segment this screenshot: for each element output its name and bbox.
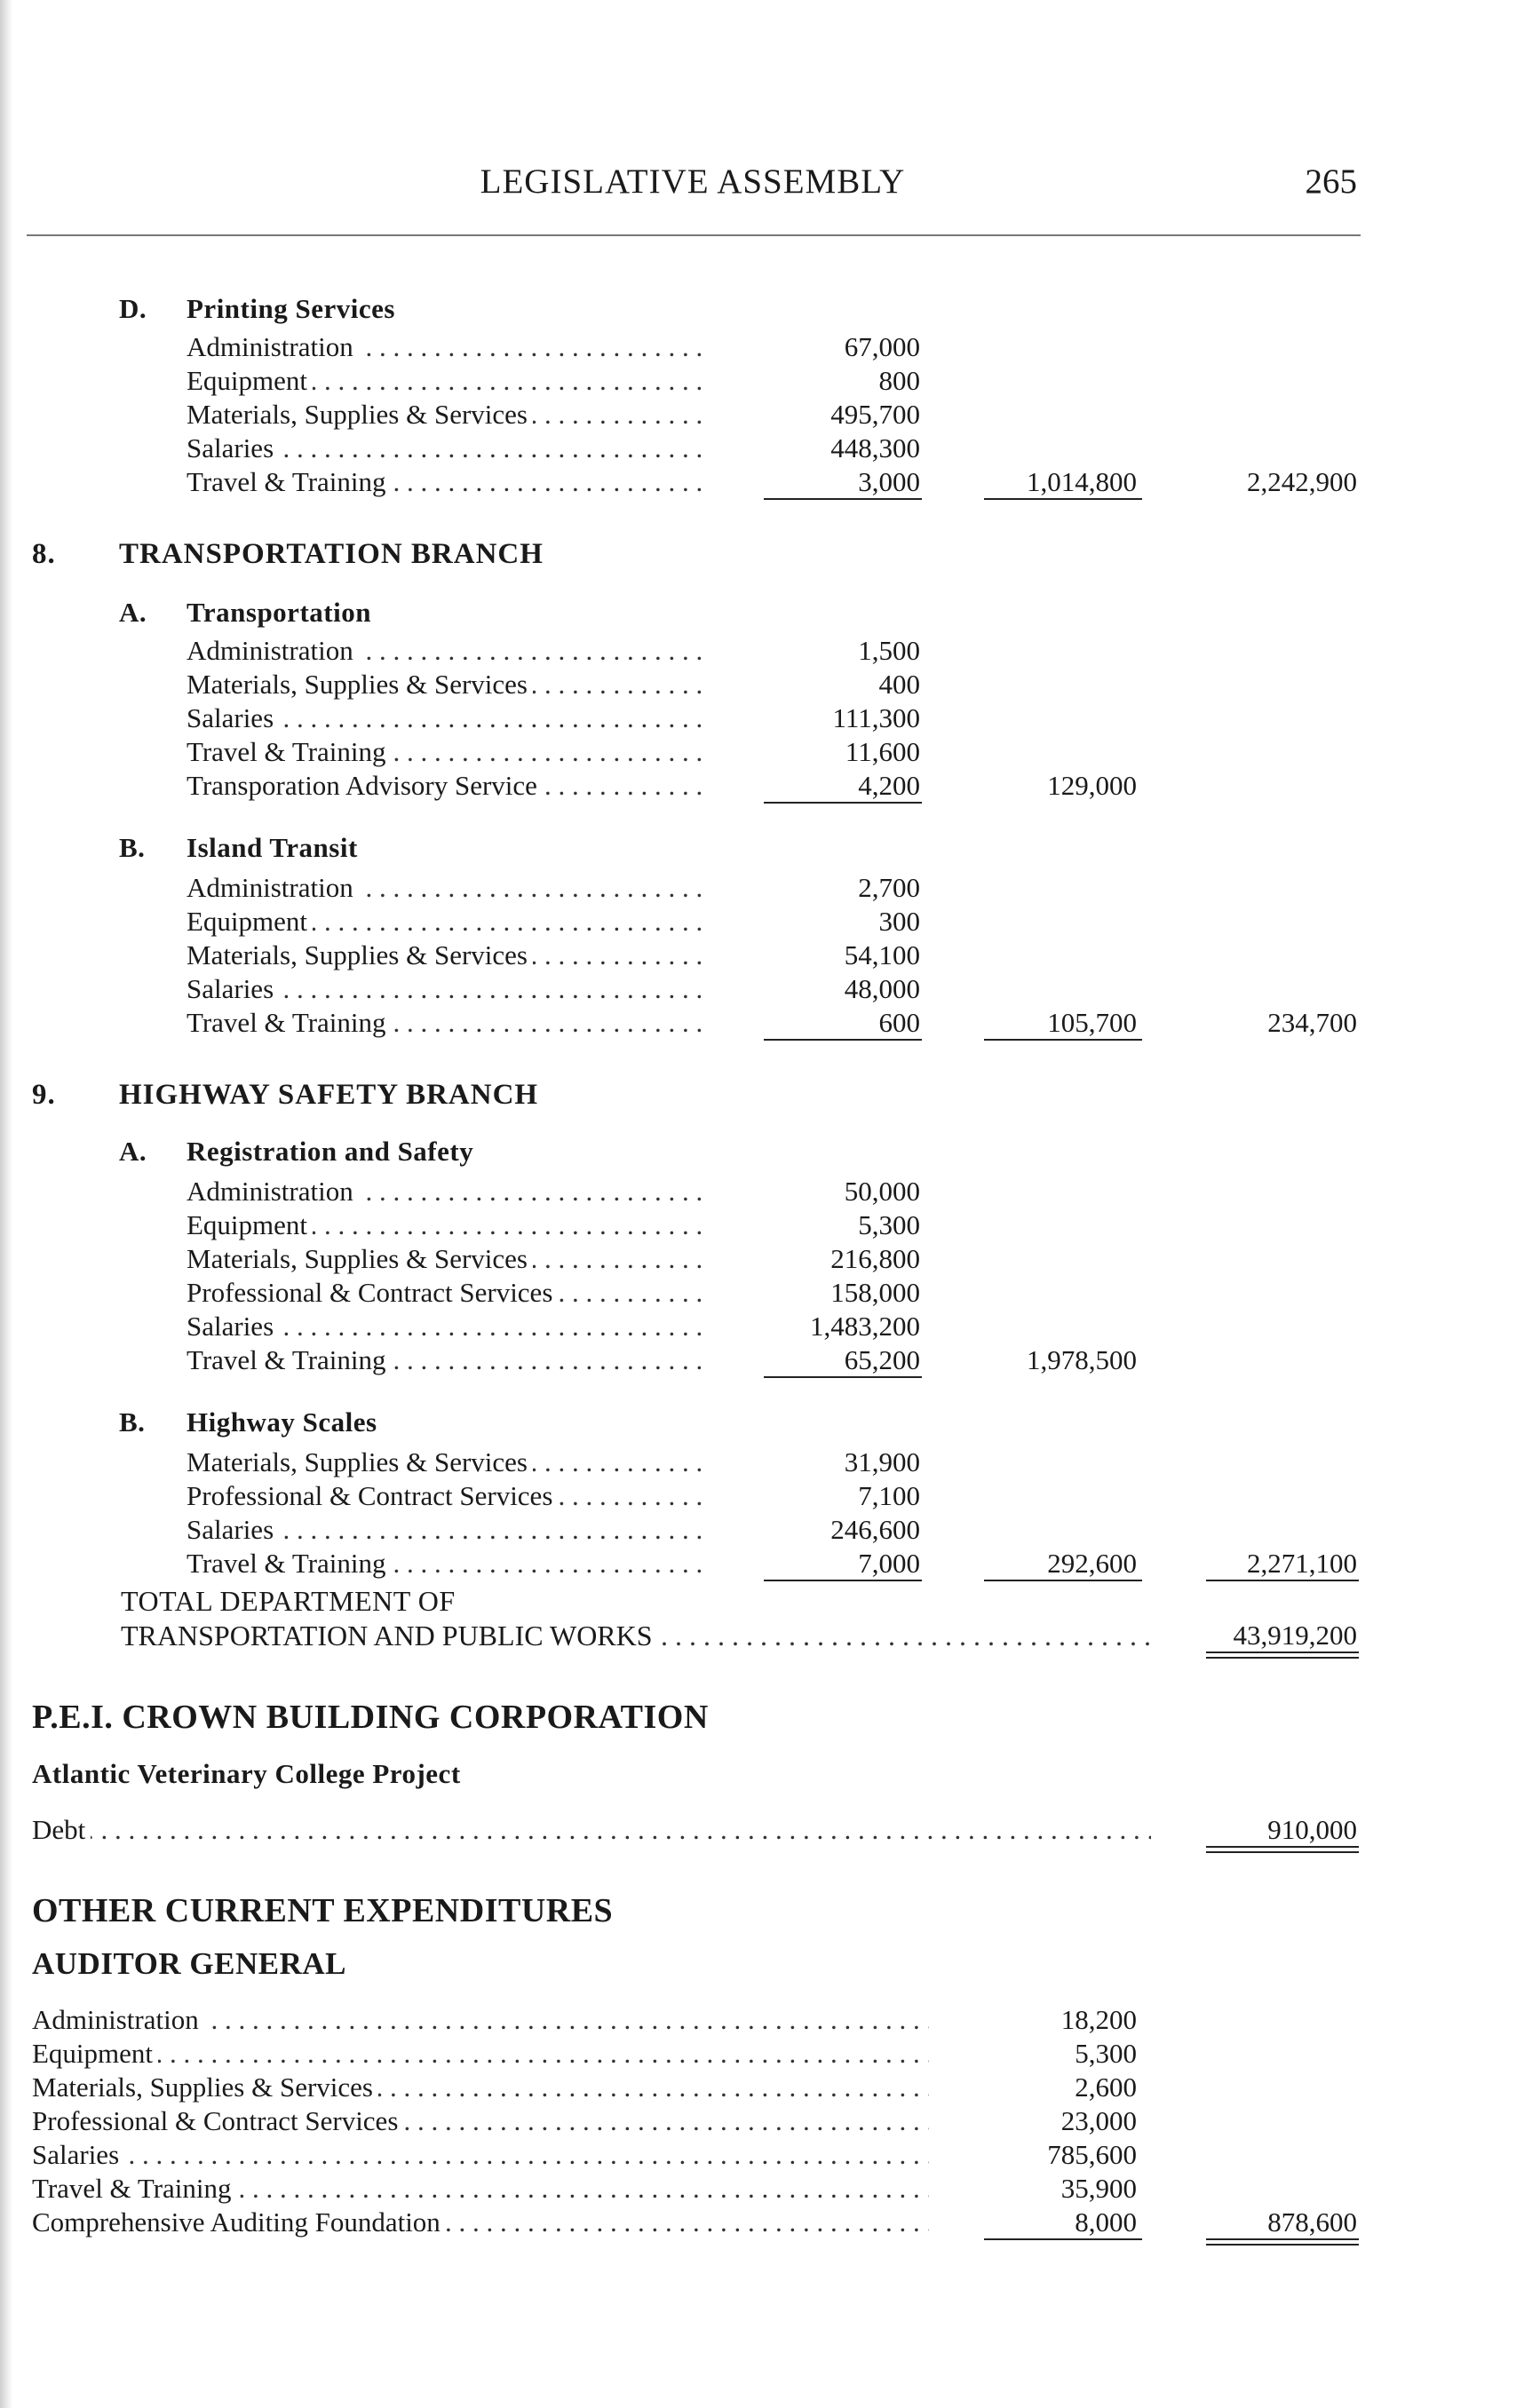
other-current-title: OTHER CURRENT EXPENDITURES (32, 1892, 614, 1929)
line-amount: 67,000 (844, 331, 920, 362)
line-amount: 23,000 (1060, 2105, 1137, 2136)
subtotal-amount: 129,000 (1047, 770, 1137, 801)
debt-line: Debt . . . (32, 1814, 1151, 1846)
auditor-total-amount: 878,600 (1267, 2206, 1357, 2238)
header-rule (27, 234, 1361, 236)
line-item: Travel & Training . . . (187, 736, 702, 768)
line-amount: 5,300 (858, 1209, 920, 1240)
subtotal-amount: 105,700 (1047, 1007, 1137, 1038)
underline-rule (984, 2238, 1142, 2240)
branch-title: TRANSPORTATION BRANCH (119, 538, 544, 570)
line-item: Equipment . . . (187, 365, 702, 397)
line-item: Administration . . . (187, 635, 702, 667)
line-amount: 785,600 (1047, 2139, 1137, 2170)
line-item: Professional & Contract Services . . . (187, 1480, 702, 1512)
line-amount: 1,500 (858, 635, 920, 666)
line-amount: 800 (878, 365, 920, 396)
section-letter: A. (119, 597, 147, 628)
page-header-title: LEGISLATIVE ASSEMBLY (480, 162, 906, 201)
line-item: Materials, Supplies & Services . . . (187, 669, 702, 701)
line-item: Transporation Advisory Service . . . (187, 770, 702, 802)
underline-rule (764, 1376, 922, 1378)
line-amount: 4,200 (858, 770, 920, 801)
line-item: Salaries . . . (187, 702, 702, 734)
branch-number: 9. (32, 1079, 56, 1111)
line-item: Salaries . . . (187, 1311, 702, 1343)
line-amount: 216,800 (830, 1243, 920, 1274)
double-underline-rule (1206, 1846, 1359, 1853)
section-title: Island Transit (187, 832, 358, 863)
section-title: Registration and Safety (187, 1136, 474, 1167)
line-item: Materials, Supplies & Services . . . (187, 399, 702, 431)
line-amount: 600 (878, 1007, 920, 1038)
line-item: Materials, Supplies & Services . . . (187, 1243, 702, 1275)
line-item: Materials, Supplies & Services . . . (187, 939, 702, 971)
line-item: Equipment . . . (32, 2038, 929, 2070)
line-amount: 7,000 (858, 1548, 920, 1579)
line-amount: 48,000 (844, 973, 920, 1004)
line-amount: 400 (878, 669, 920, 700)
branch-total-amount: 2,271,100 (1247, 1548, 1357, 1579)
line-amount: 448,300 (830, 432, 920, 463)
line-item: Equipment . . . (187, 1209, 702, 1241)
underline-rule (984, 498, 1142, 500)
line-amount: 3,000 (858, 466, 920, 497)
line-item: Administration . . . (187, 872, 702, 904)
line-item: Travel & Training . . . (187, 466, 702, 498)
line-item: Professional & Contract Services . . . (187, 1277, 702, 1309)
line-item: Materials, Supplies & Services . . . (187, 1446, 702, 1478)
underline-rule (764, 1580, 922, 1581)
double-underline-rule (1206, 2238, 1359, 2246)
auditor-general-title: AUDITOR GENERAL (32, 1946, 346, 1981)
section-letter: D. (119, 293, 147, 324)
line-amount: 54,100 (844, 939, 920, 970)
line-item: Professional & Contract Services . . . (32, 2105, 929, 2137)
line-amount: 1,483,200 (810, 1311, 920, 1342)
line-amount: 158,000 (830, 1277, 920, 1308)
line-item: Salaries . . . (32, 2139, 929, 2171)
line-item: Comprehensive Auditing Foundation . . . (32, 2206, 929, 2238)
department-total-line1: TOTAL DEPARTMENT OF (121, 1585, 456, 1617)
crown-building-subtitle: Atlantic Veterinary College Project (32, 1758, 461, 1789)
line-item: Salaries . . . (187, 973, 702, 1005)
line-amount: 8,000 (1075, 2206, 1137, 2238)
subtotal-amount: 1,014,800 (1027, 466, 1137, 497)
underline-rule (1206, 1580, 1359, 1581)
page-edge-shadow (0, 0, 12, 2408)
section-letter: A. (119, 1136, 147, 1167)
branch-total-amount: 2,242,900 (1247, 466, 1357, 497)
section-title: Transportation (187, 597, 371, 628)
line-item: Equipment . . . (187, 906, 702, 938)
line-amount: 111,300 (832, 702, 920, 733)
debt-amount: 910,000 (1267, 1814, 1357, 1845)
branch-total-amount: 234,700 (1267, 1007, 1357, 1038)
section-title: Printing Services (187, 293, 395, 324)
crown-building-title: P.E.I. CROWN BUILDING CORPORATION (32, 1699, 709, 1736)
underline-rule (764, 498, 922, 500)
line-amount: 246,600 (830, 1514, 920, 1545)
underline-rule (764, 1039, 922, 1041)
subtotal-amount: 292,600 (1047, 1548, 1137, 1579)
line-amount: 300 (878, 906, 920, 937)
line-item: Travel & Training . . . (187, 1548, 702, 1580)
department-total-amount: 43,919,200 (1233, 1620, 1357, 1651)
line-item: Travel & Training . . . (32, 2173, 929, 2205)
underline-rule (984, 1039, 1142, 1041)
line-amount: 50,000 (844, 1176, 920, 1207)
line-amount: 495,700 (830, 399, 920, 430)
line-item: Administration . . . (32, 2004, 929, 2036)
section-letter: B. (119, 1406, 146, 1438)
line-amount: 7,100 (858, 1480, 920, 1511)
section-letter: B. (119, 832, 146, 863)
line-amount: 2,700 (858, 872, 920, 903)
subtotal-amount: 1,978,500 (1027, 1344, 1137, 1375)
branch-title: HIGHWAY SAFETY BRANCH (119, 1079, 539, 1111)
line-item: Travel & Training . . . (187, 1344, 702, 1376)
line-item: Materials, Supplies & Services . . . (32, 2071, 929, 2103)
section-title: Highway Scales (187, 1406, 377, 1438)
line-amount: 65,200 (844, 1344, 920, 1375)
line-item: Travel & Training . . . (187, 1007, 702, 1039)
line-item: Salaries . . . (187, 1514, 702, 1546)
line-amount: 5,300 (1075, 2038, 1137, 2069)
underline-rule (764, 802, 922, 804)
page-number: 265 (1305, 162, 1357, 201)
line-amount: 18,200 (1060, 2004, 1137, 2035)
department-total-line2: TRANSPORTATION AND PUBLIC WORKS . . . (121, 1620, 1151, 1652)
line-amount: 11,600 (845, 736, 920, 767)
line-amount: 35,900 (1060, 2173, 1137, 2204)
line-amount: 2,600 (1075, 2071, 1137, 2103)
line-item: Administration . . . (187, 331, 702, 363)
underline-rule (984, 1580, 1142, 1581)
line-item: Administration . . . (187, 1176, 702, 1208)
branch-number: 8. (32, 538, 56, 570)
line-item: Salaries . . . (187, 432, 702, 464)
double-underline-rule (1206, 1652, 1359, 1659)
line-amount: 31,900 (844, 1446, 920, 1477)
